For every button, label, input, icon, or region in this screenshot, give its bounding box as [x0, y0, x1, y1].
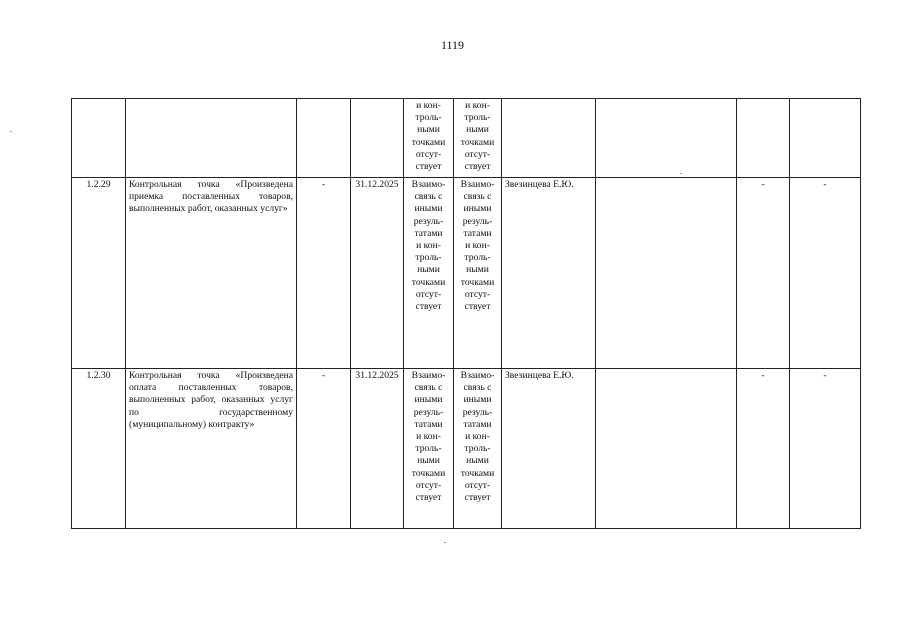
cell-text-line: и кон-: [465, 100, 490, 111]
cell-text-line: связь с: [414, 191, 443, 203]
cell-text-line: ными: [466, 124, 489, 136]
cell-text-line: троль-: [464, 443, 491, 455]
row-col8: [596, 178, 737, 369]
row-col10: -: [790, 369, 861, 529]
row-col10: -: [790, 178, 861, 369]
cell-text-line: и кон-: [416, 100, 441, 111]
plan-table: [71, 98, 861, 529]
cell-text-line: резуль-: [413, 406, 444, 418]
row-interrelation-a: [404, 369, 454, 529]
cell-text-line: отсут-: [464, 148, 491, 160]
cell-text-line: точками: [460, 276, 495, 288]
cell-text-line: ными: [417, 124, 440, 136]
row-number: 1.2.29: [72, 178, 126, 369]
cell-text-line: связь с: [414, 382, 443, 394]
cell-text-line: иными: [414, 203, 443, 215]
cell-text-line: ными: [466, 264, 489, 276]
cell-text-line: ствует: [415, 161, 442, 173]
cell-text-line: и кон-: [465, 240, 490, 252]
cell-text-line: отсут-: [415, 479, 442, 491]
row-interrelation-a: [404, 99, 454, 178]
row-responsible: Звезинцева Е.Ю.: [502, 178, 596, 369]
cell-text-line: ствует: [464, 161, 491, 173]
cell-text-line: отсут-: [415, 148, 442, 160]
row-date: [351, 99, 404, 178]
scan-speck: [10, 131, 12, 132]
table-row: [72, 178, 861, 369]
row-col3: [297, 99, 351, 178]
row-interrelation-a: [404, 178, 454, 369]
cell-text-line: татами: [463, 418, 492, 430]
cell-text-line: точками: [411, 467, 446, 479]
cell-text-line: точками: [411, 136, 446, 148]
cell-text-line: Взаимо-: [460, 179, 495, 190]
row-number: 1.2.30: [72, 369, 126, 529]
cell-text-line: иными: [463, 394, 492, 406]
row-interrelation-b: [454, 369, 502, 529]
cell-text-line: ствует: [415, 301, 442, 313]
cell-text-line: Взаимо-: [411, 370, 446, 381]
cell-text-line: отсут-: [415, 288, 442, 300]
scan-speck: [444, 542, 446, 543]
cell-text-line: и кон-: [416, 240, 441, 252]
row-date: 31.12.2025: [351, 178, 404, 369]
row-col3: -: [297, 369, 351, 529]
cell-text-line: троль-: [415, 443, 442, 455]
cell-text-line: ствует: [415, 492, 442, 504]
row-description: Контрольная точка «Произведена оплата поставленных товаров, выполненных работ, оказанных услуг по государственному (муниципальному) контракту»: [126, 369, 297, 529]
cell-text-line: татами: [414, 227, 443, 239]
cell-text-line: связь с: [463, 382, 492, 394]
table-row: [72, 369, 861, 529]
scan-speck: [680, 173, 682, 174]
cell-text-line: точками: [460, 467, 495, 479]
cell-text-line: ствует: [464, 492, 491, 504]
row-col9: -: [737, 178, 790, 369]
row-interrelation-b: [454, 178, 502, 369]
row-col9: -: [737, 369, 790, 529]
cell-text-line: иными: [463, 203, 492, 215]
table-row: [72, 99, 861, 178]
cell-text-line: резуль-: [413, 215, 444, 227]
cell-text-line: татами: [414, 418, 443, 430]
cell-text-line: троль-: [415, 112, 442, 124]
page-number: 1119: [440, 38, 465, 52]
cell-text-line: ными: [417, 455, 440, 467]
cell-text-line: ными: [466, 455, 489, 467]
row-col10: [790, 99, 861, 178]
cell-text-line: точками: [460, 136, 495, 148]
cell-text-line: отсут-: [464, 288, 491, 300]
cell-text-line: и кон-: [416, 431, 441, 443]
cell-text-line: троль-: [464, 112, 491, 124]
row-col3: -: [297, 178, 351, 369]
row-description: [126, 99, 297, 178]
cell-text-line: резуль-: [462, 215, 493, 227]
row-responsible: Звезинцева Е.Ю.: [502, 369, 596, 529]
cell-text-line: резуль-: [462, 406, 493, 418]
row-col8: [596, 369, 737, 529]
row-col9: [737, 99, 790, 178]
cell-text-line: Взаимо-: [460, 370, 495, 381]
row-number: [72, 99, 126, 178]
row-interrelation-b: [454, 99, 502, 178]
cell-text-line: ными: [417, 264, 440, 276]
cell-text-line: иными: [414, 394, 443, 406]
cell-text-line: ствует: [464, 301, 491, 313]
cell-text-line: и кон-: [465, 431, 490, 443]
cell-text-line: троль-: [415, 252, 442, 264]
cell-text-line: Взаимо-: [411, 179, 446, 190]
row-col8: [596, 99, 737, 178]
cell-text-line: связь с: [463, 191, 492, 203]
cell-text-line: троль-: [464, 252, 491, 264]
cell-text-line: точками: [411, 276, 446, 288]
row-date: 31.12.2025: [351, 369, 404, 529]
row-description: Контрольная точка «Произведена приемка поставленных товаров, выполненных работ, оказанных услуг»: [126, 178, 297, 369]
cell-text-line: отсут-: [464, 479, 491, 491]
row-responsible: [502, 99, 596, 178]
cell-text-line: татами: [463, 227, 492, 239]
